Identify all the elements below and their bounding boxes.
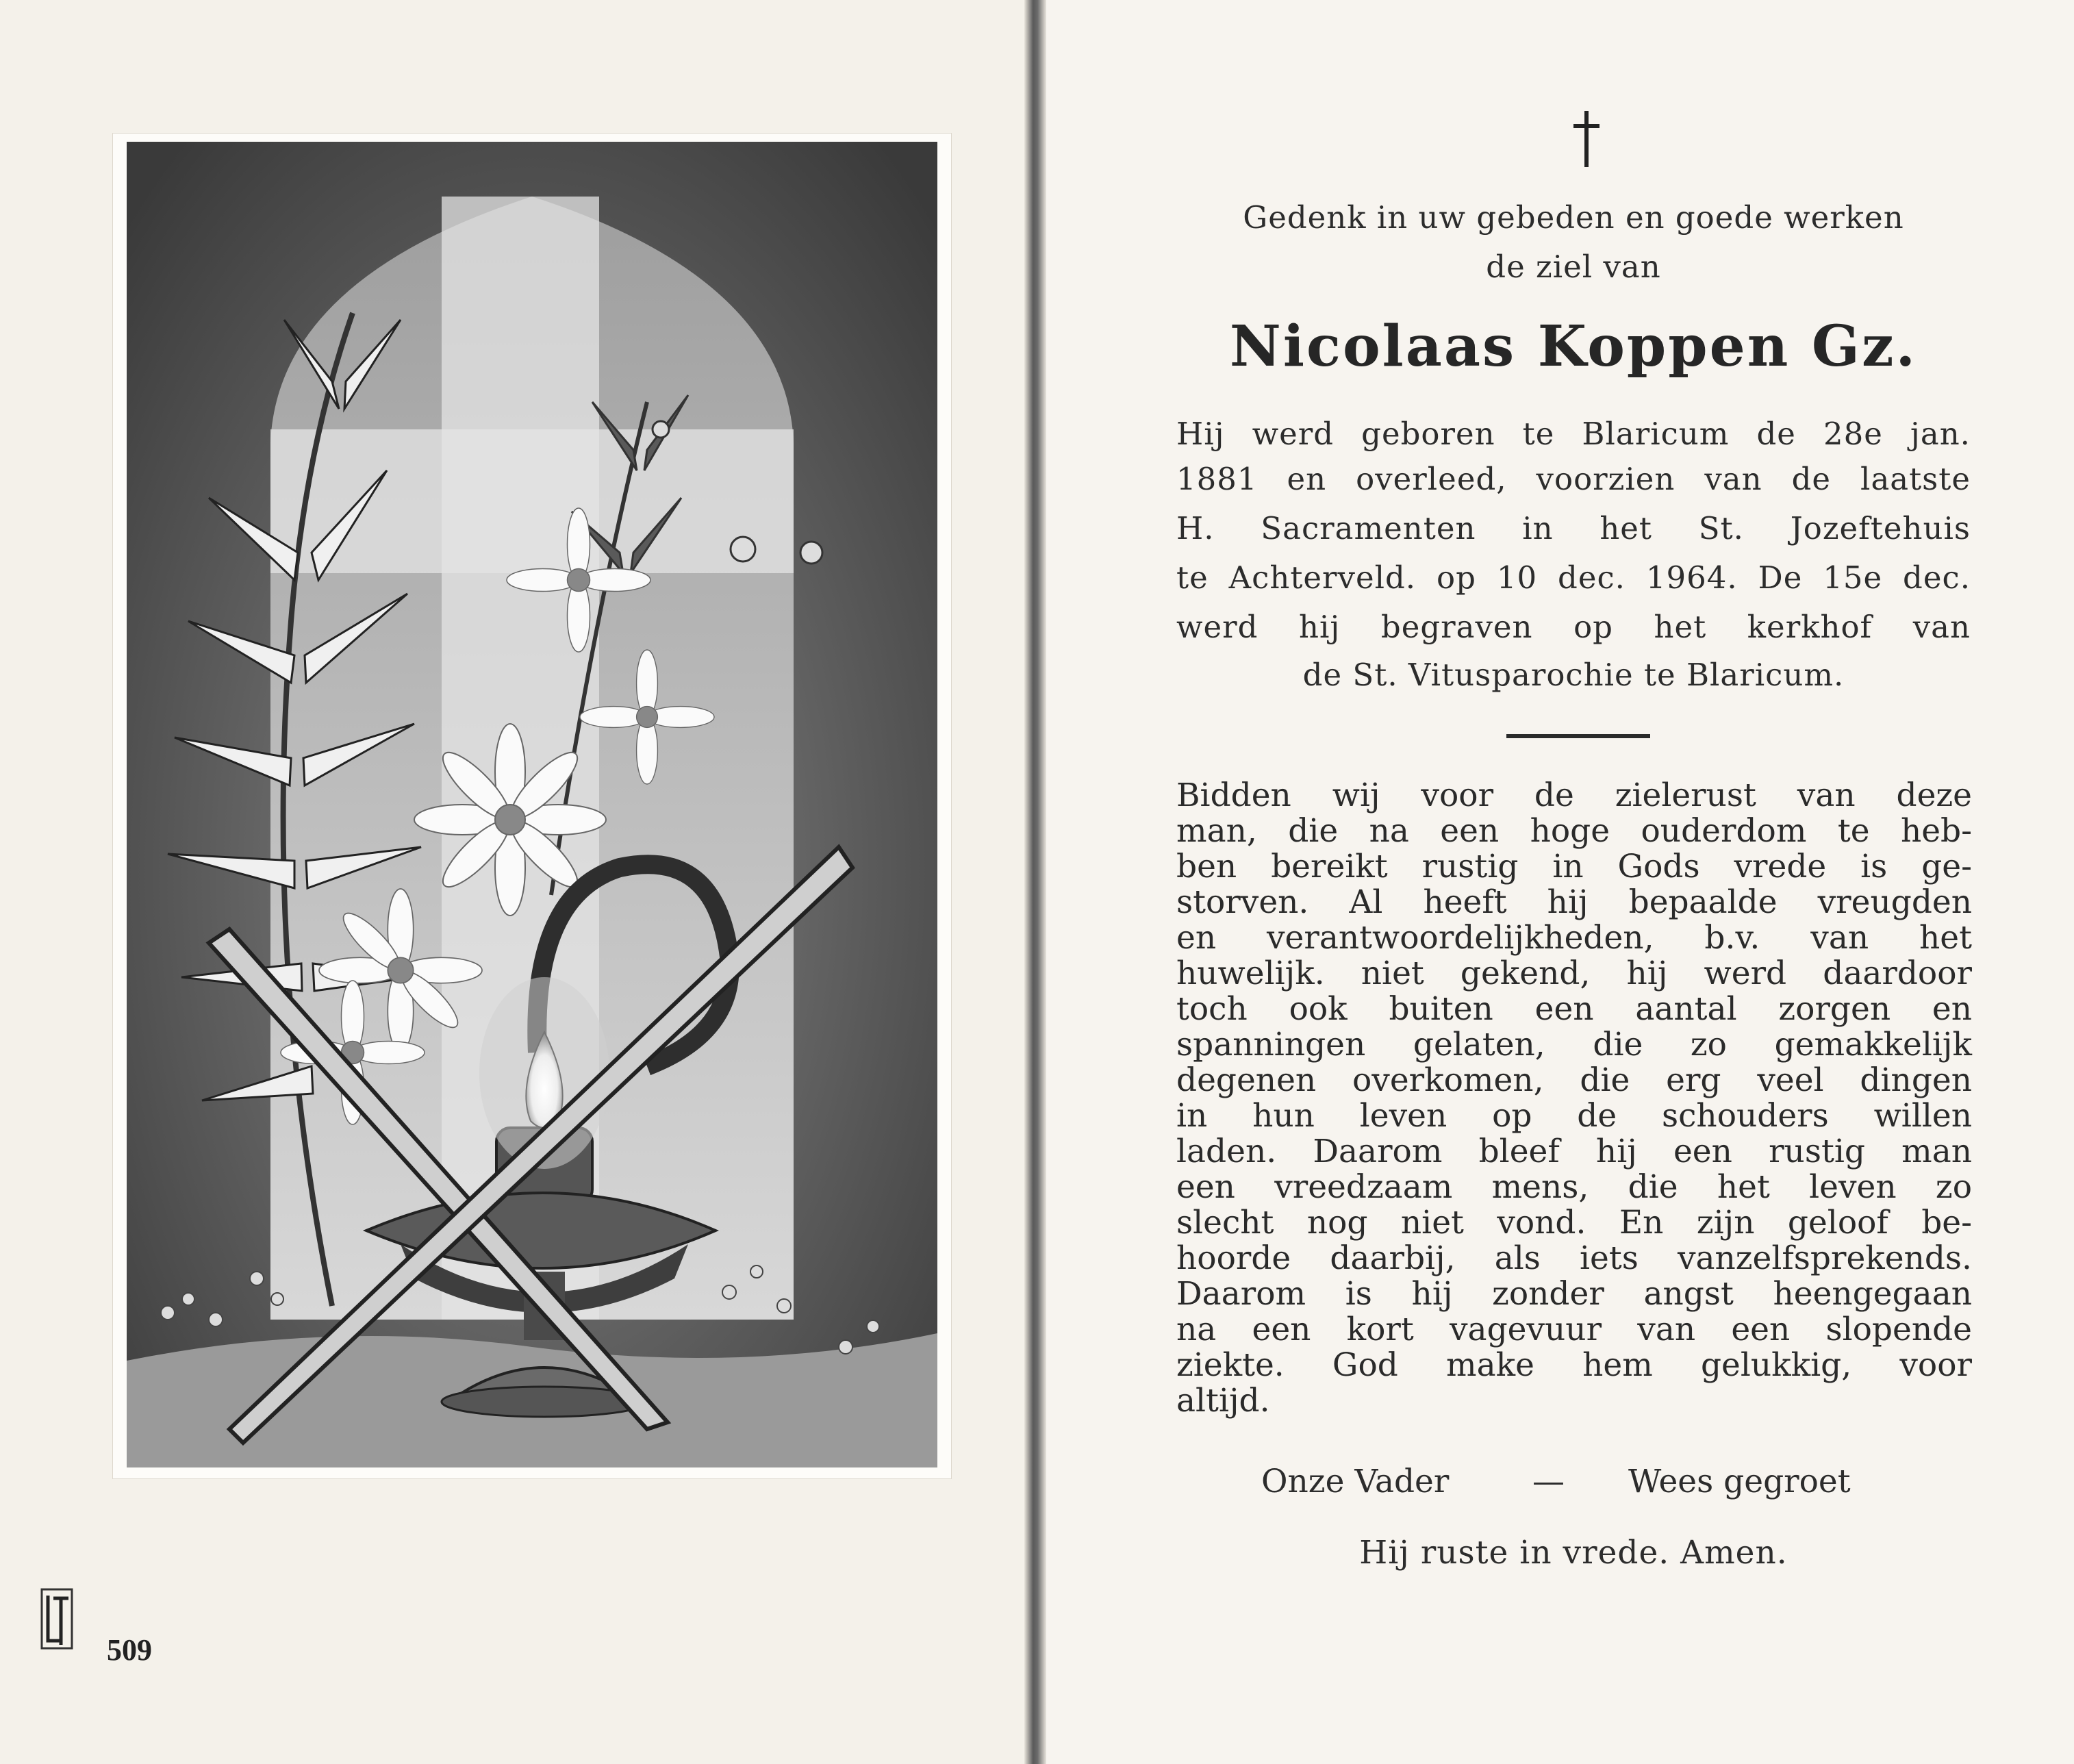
card-gutter <box>1024 0 1046 1764</box>
devotional-illustration <box>127 142 937 1467</box>
body-line-16: na een kort vagevuur van een slopende <box>1176 1311 1972 1348</box>
prayer-onze-vader: Onze Vader <box>1261 1463 1450 1500</box>
body-line-13: slecht nog niet vond. En zijn geloof be- <box>1176 1204 1972 1242</box>
body-line-1: Bidden wij voor de zielerust van deze <box>1176 777 1972 814</box>
closing-line: Hij ruste in vrede. Amen. <box>1359 1534 1788 1572</box>
memorial-card-front <box>0 0 1024 1764</box>
body-line-4: storven. Al heeft hij bepaalde vreugden <box>1176 883 1972 921</box>
bio-line-6: de St. Vitusparochie te Blaricum. <box>1302 657 1845 693</box>
deceased-name: Nicolaas Koppen Gz. <box>1229 314 1918 379</box>
body-line-7: toch ook buiten een aantal zorgen en <box>1176 990 1972 1028</box>
prayer-dash: — <box>1532 1463 1565 1500</box>
body-line-17: ziekte. God make hem gelukkig, voor <box>1176 1346 1972 1384</box>
cross-icon <box>1569 108 1604 170</box>
body-line-6: huwelijk. niet gekend, hij werd daardoor <box>1176 955 1972 992</box>
cross-horizontal <box>270 429 794 573</box>
body-line-3: ben bereikt rustig in Gods vrede is ge- <box>1176 848 1972 885</box>
bio-line-2: 1881 en overleed, voorzien van de laatste <box>1176 461 1971 497</box>
body-line-5: en verantwoordelijkheden, b.v. van het <box>1176 919 1972 957</box>
body-line-9: degenen overkomen, die erg veel dingen <box>1176 1061 1972 1099</box>
bio-line-5: werd hij begraven op het kerkhof van <box>1176 609 1971 645</box>
body-line-14: hoorde daarbij, als iets vanzelfsprekends. <box>1176 1239 1972 1277</box>
body-line-15: Daarom is hij zonder angst heengegaan <box>1176 1275 1972 1313</box>
body-line-11: laden. Daarom bleef hij een rustig man <box>1176 1133 1972 1170</box>
card-number: 509 <box>107 1633 152 1667</box>
body-line-12: een vreedzaam mens, die het leven zo <box>1176 1168 1972 1206</box>
memorial-card-back <box>1046 0 2074 1764</box>
bio-line-4: te Achterveld. op 10 dec. 1964. De 15e dec. <box>1176 559 1971 596</box>
devotional-illustration-frame <box>112 133 952 1479</box>
intro-line-2: de ziel van <box>1486 249 1661 285</box>
publisher-logo-icon <box>40 1587 74 1650</box>
body-line-2: man, die na een hoge ouderdom te heb- <box>1176 812 1972 850</box>
section-divider <box>1506 734 1650 738</box>
intro-line-1: Gedenk in uw gebeden en goede werken <box>1243 199 1904 236</box>
body-line-8: spanningen gelaten, die zo gemakkelijk <box>1176 1026 1972 1063</box>
body-line-10: in hun leven op de schouders willen <box>1176 1097 1972 1135</box>
body-line-18: altijd. <box>1176 1382 1270 1420</box>
bio-line-1: Hij werd geboren te Blaricum de 28e jan. <box>1176 416 1971 452</box>
prayer-wees-gegroet: Wees gegroet <box>1628 1463 1851 1500</box>
bio-line-3: H. Sacramenten in het St. Jozeftehuis <box>1176 510 1971 546</box>
